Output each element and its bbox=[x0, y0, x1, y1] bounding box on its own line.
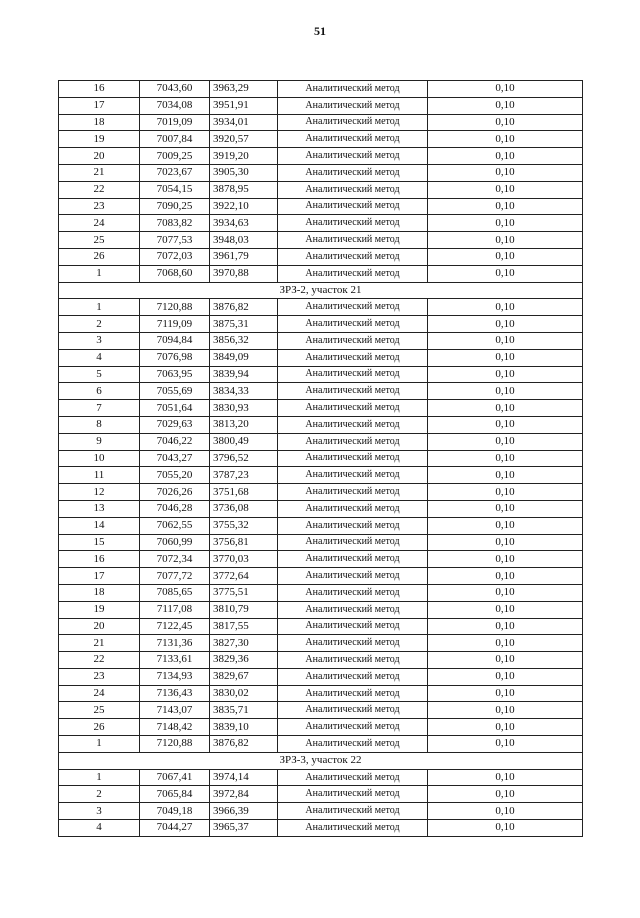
method-cell: Аналитический метод bbox=[278, 668, 428, 685]
x-coordinate-cell: 7062,55 bbox=[140, 517, 210, 534]
method-cell: Аналитический метод bbox=[278, 416, 428, 433]
point-number-cell: 17 bbox=[59, 97, 140, 114]
method-cell: Аналитический метод bbox=[278, 551, 428, 568]
x-coordinate-cell: 7007,84 bbox=[140, 131, 210, 148]
y-coordinate-cell: 3834,33 bbox=[210, 383, 278, 400]
accuracy-cell: 0,10 bbox=[428, 97, 583, 114]
point-number-cell: 7 bbox=[59, 400, 140, 417]
y-coordinate-cell: 3829,36 bbox=[210, 652, 278, 669]
table-row bbox=[59, 164, 583, 181]
x-coordinate-cell: 7063,95 bbox=[140, 366, 210, 383]
y-coordinate-cell: 3755,32 bbox=[210, 517, 278, 534]
x-coordinate-cell: 7051,64 bbox=[140, 400, 210, 417]
x-coordinate-cell: 7046,22 bbox=[140, 433, 210, 450]
table-row bbox=[59, 467, 583, 484]
y-coordinate-cell: 3756,81 bbox=[210, 534, 278, 551]
accuracy-cell: 0,10 bbox=[428, 332, 583, 349]
table-row bbox=[59, 635, 583, 652]
table-row bbox=[59, 534, 583, 551]
section-header-row bbox=[59, 282, 583, 299]
x-coordinate-cell: 7131,36 bbox=[140, 635, 210, 652]
accuracy-cell: 0,10 bbox=[428, 736, 583, 753]
point-number-cell: 17 bbox=[59, 568, 140, 585]
table-row bbox=[59, 416, 583, 433]
y-coordinate-cell: 3856,32 bbox=[210, 332, 278, 349]
y-coordinate-cell: 3787,23 bbox=[210, 467, 278, 484]
table-row bbox=[59, 551, 583, 568]
point-number-cell: 10 bbox=[59, 450, 140, 467]
x-coordinate-cell: 7117,08 bbox=[140, 601, 210, 618]
method-cell: Аналитический метод bbox=[278, 181, 428, 198]
point-number-cell: 3 bbox=[59, 803, 140, 820]
point-number-cell: 25 bbox=[59, 232, 140, 249]
accuracy-cell: 0,10 bbox=[428, 769, 583, 786]
table-row bbox=[59, 500, 583, 517]
y-coordinate-cell: 3751,68 bbox=[210, 484, 278, 501]
y-coordinate-cell: 3770,03 bbox=[210, 551, 278, 568]
x-coordinate-cell: 7044,27 bbox=[140, 820, 210, 837]
method-cell: Аналитический метод bbox=[278, 534, 428, 551]
table-row bbox=[59, 332, 583, 349]
x-coordinate-cell: 7133,61 bbox=[140, 652, 210, 669]
point-number-cell: 11 bbox=[59, 467, 140, 484]
point-number-cell: 18 bbox=[59, 584, 140, 601]
method-cell: Аналитический метод bbox=[278, 517, 428, 534]
method-cell: Аналитический метод bbox=[278, 500, 428, 517]
y-coordinate-cell: 3835,71 bbox=[210, 702, 278, 719]
method-cell: Аналитический метод bbox=[278, 97, 428, 114]
method-cell: Аналитический метод bbox=[278, 114, 428, 131]
accuracy-cell: 0,10 bbox=[428, 81, 583, 98]
table-row bbox=[59, 148, 583, 165]
method-cell: Аналитический метод bbox=[278, 467, 428, 484]
point-number-cell: 16 bbox=[59, 551, 140, 568]
y-coordinate-cell: 3875,31 bbox=[210, 316, 278, 333]
y-coordinate-cell: 3829,67 bbox=[210, 668, 278, 685]
x-coordinate-cell: 7029,63 bbox=[140, 416, 210, 433]
x-coordinate-cell: 7055,69 bbox=[140, 383, 210, 400]
accuracy-cell: 0,10 bbox=[428, 164, 583, 181]
table-row bbox=[59, 81, 583, 98]
method-cell: Аналитический метод bbox=[278, 736, 428, 753]
y-coordinate-cell: 3800,49 bbox=[210, 433, 278, 450]
point-number-cell: 5 bbox=[59, 366, 140, 383]
y-coordinate-cell: 3963,29 bbox=[210, 81, 278, 98]
table-row bbox=[59, 181, 583, 198]
table-row bbox=[59, 299, 583, 316]
accuracy-cell: 0,10 bbox=[428, 652, 583, 669]
table-row bbox=[59, 820, 583, 837]
y-coordinate-cell: 3830,02 bbox=[210, 685, 278, 702]
x-coordinate-cell: 7026,26 bbox=[140, 484, 210, 501]
y-coordinate-cell: 3817,55 bbox=[210, 618, 278, 635]
accuracy-cell: 0,10 bbox=[428, 803, 583, 820]
y-coordinate-cell: 3775,51 bbox=[210, 584, 278, 601]
table-row bbox=[59, 803, 583, 820]
accuracy-cell: 0,10 bbox=[428, 148, 583, 165]
accuracy-cell: 0,10 bbox=[428, 685, 583, 702]
accuracy-cell: 0,10 bbox=[428, 400, 583, 417]
y-coordinate-cell: 3772,64 bbox=[210, 568, 278, 585]
y-coordinate-cell: 3876,82 bbox=[210, 736, 278, 753]
x-coordinate-cell: 7043,60 bbox=[140, 81, 210, 98]
method-cell: Аналитический метод bbox=[278, 332, 428, 349]
table-row bbox=[59, 366, 583, 383]
y-coordinate-cell: 3878,95 bbox=[210, 181, 278, 198]
table-row bbox=[59, 568, 583, 585]
x-coordinate-cell: 7077,53 bbox=[140, 232, 210, 249]
accuracy-cell: 0,10 bbox=[428, 181, 583, 198]
point-number-cell: 26 bbox=[59, 719, 140, 736]
x-coordinate-cell: 7143,07 bbox=[140, 702, 210, 719]
accuracy-cell: 0,10 bbox=[428, 702, 583, 719]
y-coordinate-cell: 3849,09 bbox=[210, 349, 278, 366]
x-coordinate-cell: 7019,09 bbox=[140, 114, 210, 131]
accuracy-cell: 0,10 bbox=[428, 433, 583, 450]
point-number-cell: 8 bbox=[59, 416, 140, 433]
x-coordinate-cell: 7120,88 bbox=[140, 736, 210, 753]
accuracy-cell: 0,10 bbox=[428, 114, 583, 131]
x-coordinate-cell: 7076,98 bbox=[140, 349, 210, 366]
point-number-cell: 24 bbox=[59, 685, 140, 702]
table-row bbox=[59, 652, 583, 669]
point-number-cell: 2 bbox=[59, 316, 140, 333]
y-coordinate-cell: 3830,93 bbox=[210, 400, 278, 417]
table-row bbox=[59, 719, 583, 736]
table-row bbox=[59, 668, 583, 685]
y-coordinate-cell: 3919,20 bbox=[210, 148, 278, 165]
y-coordinate-cell: 3905,30 bbox=[210, 164, 278, 181]
method-cell: Аналитический метод bbox=[278, 820, 428, 837]
method-cell: Аналитический метод bbox=[278, 618, 428, 635]
accuracy-cell: 0,10 bbox=[428, 668, 583, 685]
x-coordinate-cell: 7148,42 bbox=[140, 719, 210, 736]
method-cell: Аналитический метод bbox=[278, 568, 428, 585]
method-cell: Аналитический метод bbox=[278, 433, 428, 450]
method-cell: Аналитический метод bbox=[278, 81, 428, 98]
accuracy-cell: 0,10 bbox=[428, 248, 583, 265]
table-row bbox=[59, 215, 583, 232]
y-coordinate-cell: 3951,91 bbox=[210, 97, 278, 114]
point-number-cell: 13 bbox=[59, 500, 140, 517]
table-row bbox=[59, 736, 583, 753]
table-row bbox=[59, 517, 583, 534]
table-row bbox=[59, 400, 583, 417]
method-cell: Аналитический метод bbox=[278, 265, 428, 282]
accuracy-cell: 0,10 bbox=[428, 517, 583, 534]
accuracy-cell: 0,10 bbox=[428, 299, 583, 316]
x-coordinate-cell: 7072,34 bbox=[140, 551, 210, 568]
accuracy-cell: 0,10 bbox=[428, 534, 583, 551]
section-title: ЗРЗ-3, участок 22 bbox=[59, 752, 583, 769]
table-row bbox=[59, 618, 583, 635]
method-cell: Аналитический метод bbox=[278, 601, 428, 618]
method-cell: Аналитический метод bbox=[278, 635, 428, 652]
table-row bbox=[59, 316, 583, 333]
table-row bbox=[59, 114, 583, 131]
y-coordinate-cell: 3922,10 bbox=[210, 198, 278, 215]
point-number-cell: 20 bbox=[59, 148, 140, 165]
x-coordinate-cell: 7060,99 bbox=[140, 534, 210, 551]
table-row bbox=[59, 484, 583, 501]
method-cell: Аналитический метод bbox=[278, 148, 428, 165]
section-header-row bbox=[59, 752, 583, 769]
x-coordinate-cell: 7065,84 bbox=[140, 786, 210, 803]
x-coordinate-cell: 7090,25 bbox=[140, 198, 210, 215]
table-row bbox=[59, 265, 583, 282]
accuracy-cell: 0,10 bbox=[428, 786, 583, 803]
method-cell: Аналитический метод bbox=[278, 685, 428, 702]
point-number-cell: 1 bbox=[59, 736, 140, 753]
x-coordinate-cell: 7046,28 bbox=[140, 500, 210, 517]
accuracy-cell: 0,10 bbox=[428, 316, 583, 333]
table-row bbox=[59, 131, 583, 148]
table-row bbox=[59, 601, 583, 618]
accuracy-cell: 0,10 bbox=[428, 601, 583, 618]
method-cell: Аналитический метод bbox=[278, 164, 428, 181]
table-row bbox=[59, 383, 583, 400]
table-row bbox=[59, 584, 583, 601]
y-coordinate-cell: 3736,08 bbox=[210, 500, 278, 517]
point-number-cell: 4 bbox=[59, 349, 140, 366]
method-cell: Аналитический метод bbox=[278, 719, 428, 736]
accuracy-cell: 0,10 bbox=[428, 584, 583, 601]
x-coordinate-cell: 7120,88 bbox=[140, 299, 210, 316]
point-number-cell: 3 bbox=[59, 332, 140, 349]
accuracy-cell: 0,10 bbox=[428, 232, 583, 249]
y-coordinate-cell: 3810,79 bbox=[210, 601, 278, 618]
table-row bbox=[59, 786, 583, 803]
x-coordinate-cell: 7134,93 bbox=[140, 668, 210, 685]
accuracy-cell: 0,10 bbox=[428, 618, 583, 635]
y-coordinate-cell: 3970,88 bbox=[210, 265, 278, 282]
accuracy-cell: 0,10 bbox=[428, 467, 583, 484]
x-coordinate-cell: 7119,09 bbox=[140, 316, 210, 333]
point-number-cell: 25 bbox=[59, 702, 140, 719]
point-number-cell: 1 bbox=[59, 265, 140, 282]
point-number-cell: 16 bbox=[59, 81, 140, 98]
accuracy-cell: 0,10 bbox=[428, 131, 583, 148]
method-cell: Аналитический метод bbox=[278, 131, 428, 148]
x-coordinate-cell: 7083,82 bbox=[140, 215, 210, 232]
table-row bbox=[59, 450, 583, 467]
point-number-cell: 21 bbox=[59, 635, 140, 652]
accuracy-cell: 0,10 bbox=[428, 215, 583, 232]
table-row bbox=[59, 97, 583, 114]
method-cell: Аналитический метод bbox=[278, 198, 428, 215]
table-row bbox=[59, 685, 583, 702]
y-coordinate-cell: 3839,94 bbox=[210, 366, 278, 383]
point-number-cell: 19 bbox=[59, 131, 140, 148]
accuracy-cell: 0,10 bbox=[428, 450, 583, 467]
method-cell: Аналитический метод bbox=[278, 484, 428, 501]
method-cell: Аналитический метод bbox=[278, 400, 428, 417]
point-number-cell: 14 bbox=[59, 517, 140, 534]
table-row bbox=[59, 248, 583, 265]
method-cell: Аналитический метод bbox=[278, 786, 428, 803]
y-coordinate-cell: 3827,30 bbox=[210, 635, 278, 652]
method-cell: Аналитический метод bbox=[278, 383, 428, 400]
table-row bbox=[59, 769, 583, 786]
x-coordinate-cell: 7034,08 bbox=[140, 97, 210, 114]
point-number-cell: 4 bbox=[59, 820, 140, 837]
method-cell: Аналитический метод bbox=[278, 349, 428, 366]
x-coordinate-cell: 7023,67 bbox=[140, 164, 210, 181]
table-row bbox=[59, 232, 583, 249]
method-cell: Аналитический метод bbox=[278, 366, 428, 383]
accuracy-cell: 0,10 bbox=[428, 198, 583, 215]
method-cell: Аналитический метод bbox=[278, 215, 428, 232]
point-number-cell: 20 bbox=[59, 618, 140, 635]
method-cell: Аналитический метод bbox=[278, 232, 428, 249]
y-coordinate-cell: 3813,20 bbox=[210, 416, 278, 433]
x-coordinate-cell: 7094,84 bbox=[140, 332, 210, 349]
coordinates-table bbox=[58, 80, 583, 837]
accuracy-cell: 0,10 bbox=[428, 635, 583, 652]
method-cell: Аналитический метод bbox=[278, 299, 428, 316]
y-coordinate-cell: 3920,57 bbox=[210, 131, 278, 148]
section-title: ЗРЗ-2, участок 21 bbox=[59, 282, 583, 299]
method-cell: Аналитический метод bbox=[278, 248, 428, 265]
point-number-cell: 21 bbox=[59, 164, 140, 181]
accuracy-cell: 0,10 bbox=[428, 416, 583, 433]
accuracy-cell: 0,10 bbox=[428, 719, 583, 736]
table-row bbox=[59, 433, 583, 450]
x-coordinate-cell: 7049,18 bbox=[140, 803, 210, 820]
accuracy-cell: 0,10 bbox=[428, 500, 583, 517]
y-coordinate-cell: 3961,79 bbox=[210, 248, 278, 265]
accuracy-cell: 0,10 bbox=[428, 484, 583, 501]
method-cell: Аналитический метод bbox=[278, 803, 428, 820]
point-number-cell: 6 bbox=[59, 383, 140, 400]
y-coordinate-cell: 3974,14 bbox=[210, 769, 278, 786]
method-cell: Аналитический метод bbox=[278, 702, 428, 719]
point-number-cell: 26 bbox=[59, 248, 140, 265]
method-cell: Аналитический метод bbox=[278, 316, 428, 333]
point-number-cell: 18 bbox=[59, 114, 140, 131]
x-coordinate-cell: 7077,72 bbox=[140, 568, 210, 585]
x-coordinate-cell: 7068,60 bbox=[140, 265, 210, 282]
x-coordinate-cell: 7054,15 bbox=[140, 181, 210, 198]
method-cell: Аналитический метод bbox=[278, 450, 428, 467]
accuracy-cell: 0,10 bbox=[428, 366, 583, 383]
x-coordinate-cell: 7055,20 bbox=[140, 467, 210, 484]
accuracy-cell: 0,10 bbox=[428, 568, 583, 585]
x-coordinate-cell: 7122,45 bbox=[140, 618, 210, 635]
point-number-cell: 1 bbox=[59, 299, 140, 316]
x-coordinate-cell: 7136,43 bbox=[140, 685, 210, 702]
accuracy-cell: 0,10 bbox=[428, 820, 583, 837]
point-number-cell: 24 bbox=[59, 215, 140, 232]
accuracy-cell: 0,10 bbox=[428, 349, 583, 366]
y-coordinate-cell: 3965,37 bbox=[210, 820, 278, 837]
y-coordinate-cell: 3972,84 bbox=[210, 786, 278, 803]
page-number: 51 bbox=[314, 24, 326, 38]
x-coordinate-cell: 7067,41 bbox=[140, 769, 210, 786]
accuracy-cell: 0,10 bbox=[428, 551, 583, 568]
point-number-cell: 22 bbox=[59, 652, 140, 669]
accuracy-cell: 0,10 bbox=[428, 383, 583, 400]
method-cell: Аналитический метод bbox=[278, 584, 428, 601]
x-coordinate-cell: 7009,25 bbox=[140, 148, 210, 165]
x-coordinate-cell: 7072,03 bbox=[140, 248, 210, 265]
point-number-cell: 12 bbox=[59, 484, 140, 501]
x-coordinate-cell: 7085,65 bbox=[140, 584, 210, 601]
point-number-cell: 1 bbox=[59, 769, 140, 786]
y-coordinate-cell: 3948,03 bbox=[210, 232, 278, 249]
y-coordinate-cell: 3796,52 bbox=[210, 450, 278, 467]
point-number-cell: 2 bbox=[59, 786, 140, 803]
accuracy-cell: 0,10 bbox=[428, 265, 583, 282]
method-cell: Аналитический метод bbox=[278, 652, 428, 669]
y-coordinate-cell: 3934,63 bbox=[210, 215, 278, 232]
point-number-cell: 9 bbox=[59, 433, 140, 450]
y-coordinate-cell: 3966,39 bbox=[210, 803, 278, 820]
point-number-cell: 23 bbox=[59, 198, 140, 215]
method-cell: Аналитический метод bbox=[278, 769, 428, 786]
coordinates-table-body bbox=[59, 81, 583, 837]
y-coordinate-cell: 3934,01 bbox=[210, 114, 278, 131]
x-coordinate-cell: 7043,27 bbox=[140, 450, 210, 467]
table-row bbox=[59, 198, 583, 215]
point-number-cell: 22 bbox=[59, 181, 140, 198]
table-row bbox=[59, 349, 583, 366]
point-number-cell: 19 bbox=[59, 601, 140, 618]
point-number-cell: 23 bbox=[59, 668, 140, 685]
point-number-cell: 15 bbox=[59, 534, 140, 551]
table-row bbox=[59, 702, 583, 719]
y-coordinate-cell: 3876,82 bbox=[210, 299, 278, 316]
y-coordinate-cell: 3839,10 bbox=[210, 719, 278, 736]
